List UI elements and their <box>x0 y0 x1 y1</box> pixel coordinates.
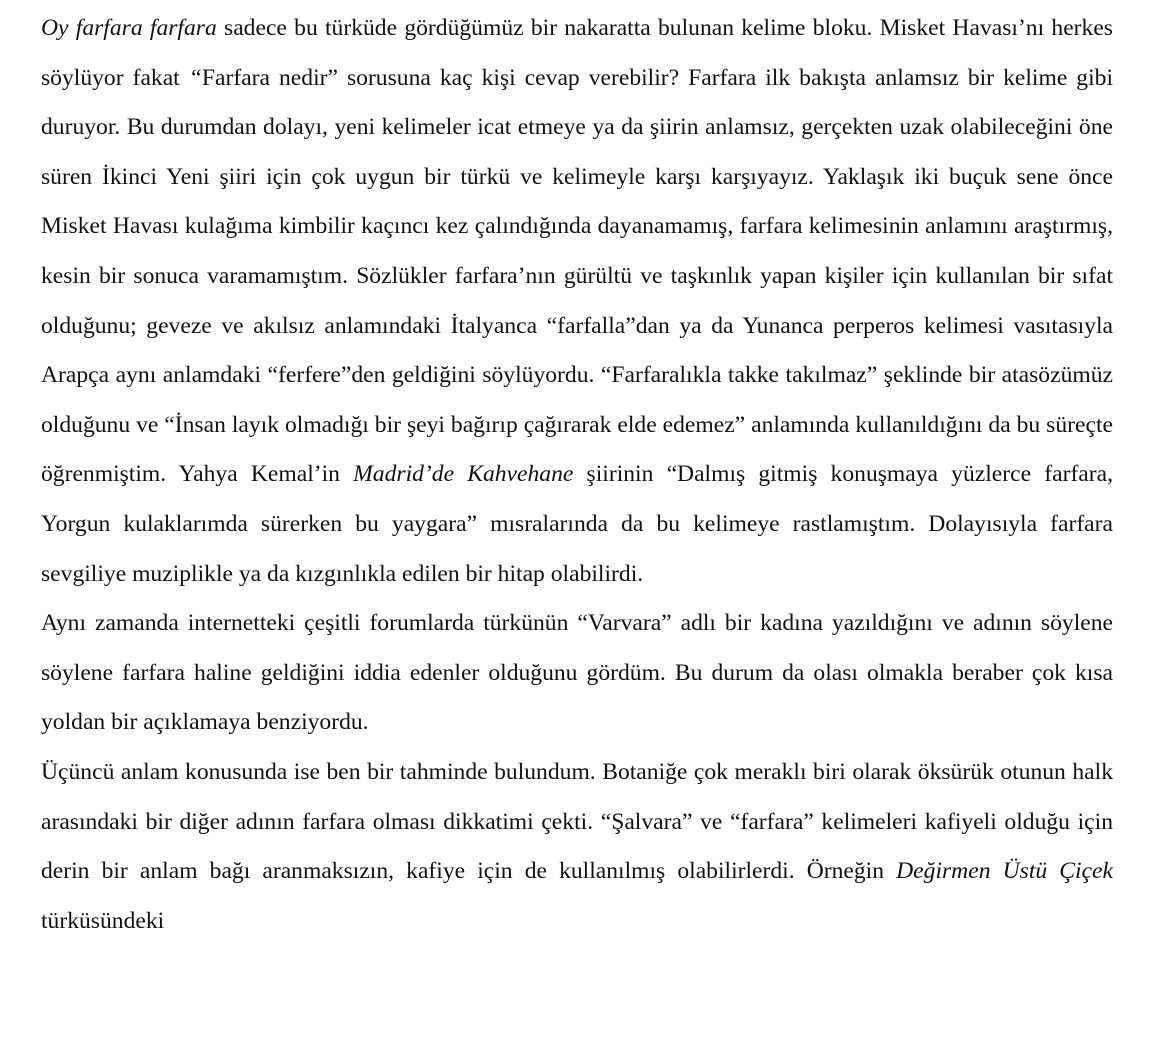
paragraph-varvara-theory <box>41 599 1113 748</box>
text-segment: Üçüncü anlam konusunda ise ben bir tahminde bulundum. Botaniğe çok meraklı biri olarak öksürük otunun halk arasındaki bir diğer adının farfara olması dikkatimi çekti. “Şalvara” ve “farfara” kelimeleri kafiyeli olduğu için derin bir anlam bağı aranmaksızın, kafiye için de kullanılmış olabilirlerdi. Örneğin <box>41 758 1113 885</box>
text-segment: Farfara nedir” sorusuna kaç kişi cevap verebilir? Farfara ilk bakışta anlamsız bir kelime gibi duruyor. Bu durumdan dolayı, yeni kelimeler icat etmeye ya da şiirin anlamsız, gerçekten uzak olabileceğini öne süren İkinci Yeni şiiri için çok uygun bir türkü ve kelimeyle karşı karşıyayız. Yaklaşık iki buçuk sene önce Misket Havası kulağıma kimbilir kaçıncı kez çalındığında dayanamamış, farfara kelimesinin anlamını araştırmış, kesin bir sonuca varamamıştım. Sözlükler farfara’nın gürültü ve taşkınlık yapan kişiler için kullanılan bir sıfat olduğunu; geveze ve akılsız anlamındaki İtalyanca “farfalla”dan ya da Yunanca perperos kelimesi vasıtasıyla Arapça aynı anlamdaki “ferfere”den geldiğini söylüyordu. “Farfaralıkla takke takılmaz” şeklinde bir atasözümüz olduğunu ve “İnsan layık olmadığı bir şeyi bağırıp çağırarak elde edemez” anlamında kullanıldığını da bu süreçte öğrenmiştim. Yahya Kemal’in <box>41 64 1114 488</box>
text-segment-italic: “ <box>188 64 202 91</box>
paragraph-botany-theory <box>41 748 1113 946</box>
text-segment: sadece bu türküde gördüğümüz bir nakaratta bulunan kelime bloku. Misket Havası’nı herkes söylüyor fakat <box>41 15 1113 91</box>
paragraph-farfara-meaning <box>41 4 1113 599</box>
document-body <box>41 4 1113 946</box>
text-segment-italic: Değirmen Üstü Çiçek <box>896 858 1113 885</box>
text-segment-italic: Madrid’de Kahvehane <box>353 461 574 488</box>
text-segment: Aynı zamanda internetteki çeşitli forumlarda türkünün “Varvara” adlı bir kadına yazıldığını ve adının söylene söylene farfara haline geldiğini iddia edenler olduğunu gördüm. Bu durum da olası olmakla beraber çok kısa yoldan bir açıklamaya benziyordu. <box>41 610 1113 736</box>
text-segment-italic: Oy farfara farfara <box>41 15 217 41</box>
text-segment: şiirinin “Dalmış gitmiş konuşmaya yüzlerce farfara, Yorgun kulaklarımda sürerken bu yaygara” mısralarında da bu kelimeye rastlamıştım. Dolayısıyla farfara sevgiliye muziplikle ya da kızgınlıkla edilen bir hitap olabilirdi. <box>41 461 1113 587</box>
text-segment: türküsündeki <box>41 907 165 934</box>
